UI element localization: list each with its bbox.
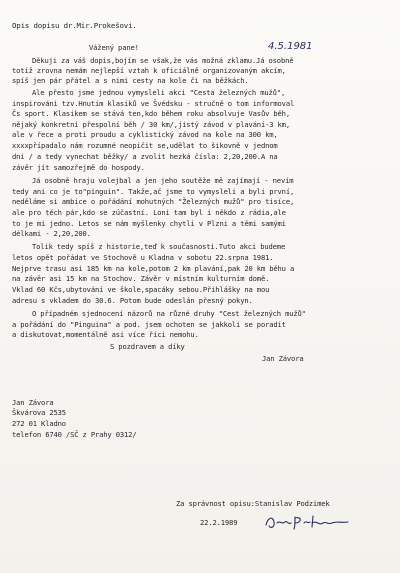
- body-line: na závěr asi 15 km na Stochov. Závěr v místním kulturním domě.: [12, 274, 270, 283]
- certification-date: 22.2.1989: [200, 518, 238, 527]
- body-line: Já osobně hraju volejbal a jen jeho soutěže mě zajímají - nevím: [32, 176, 294, 185]
- signature-name: Jan Závora: [262, 354, 304, 363]
- body-line: adresu s vkladem do 30.6. Potom bude odeslán přesný pokyn.: [12, 296, 253, 305]
- body-line: Vklad 60 Kčs,ubytování ve škole,spacáky sebou.Přihlášky na mou: [12, 285, 270, 294]
- handwritten-signature: [262, 511, 354, 533]
- body-line: xxxxpřípadalo nám rozumné neopičit se,udělat to šikovně v jednom: [12, 141, 278, 150]
- letter-heading: Opis dopisu dr.Mir.Prokešovi.: [12, 21, 137, 30]
- body-line: tedy ani co je to"pinguin". Takže,ač jsme to vymysleli a byli první,: [12, 187, 295, 196]
- body-line: Nejprve trasu asi 185 km na kole,potom 2 km plavání,pak 20 km běhu a: [12, 264, 295, 273]
- body-line: neděláme si ambice o pořádání mohutných "Železných mužů" pro tisíce,: [12, 197, 295, 206]
- body-line: inspirováni tzv.Hnutím klasiků ve Švédsku - stručně o tom informoval: [12, 99, 295, 108]
- address-name: Jan Závora: [12, 398, 54, 407]
- body-line: nějaký konkretní přespolní běh / 30 km/,jistý závod v plavání-3 km,: [12, 120, 290, 129]
- body-line: to je mi jedno. Letos se nám myšlenky chytli v Plzni a těmi samými: [12, 219, 286, 228]
- address-city: 272 01 Kladno: [12, 419, 66, 428]
- body-line: totiž zrovna nemám nejlepší vztah k oficiálně organizovaným akcím,: [12, 66, 286, 75]
- body-line: a pořádání do "Pinguina" a pod. jsem ochoten se jakkoli se poradit: [12, 320, 286, 329]
- body-line: délkami - 2,20,200.: [12, 229, 91, 238]
- body-line: závěr jít samozřejmě do hospody.: [12, 163, 145, 172]
- body-line: ale v řece a proti proudu a cyklistický závod na kole na 300 km,: [12, 130, 278, 139]
- certification-text: Za správnost opisu:Stanislav Podzimek: [176, 499, 330, 508]
- body-line: O případném sjednocení názorů na různé druhy "Cest železných mužů": [32, 309, 306, 318]
- body-line: ale pro těch pár,kdo se zúčastní. Loni tam byl i někdo z rádia,ale: [12, 208, 286, 217]
- body-line: spíš jen pár přátel a s nimi cesty na kole či na běžkách.: [12, 76, 249, 85]
- address-phone: telefon 6740 /SČ z Prahy 0312/: [12, 430, 137, 439]
- body-line: dni / a tedy vynechat běžky/ a zvolit hezká čísla: 2,20,200.A na: [12, 152, 278, 161]
- closing: S pozdravem a díky: [110, 342, 185, 351]
- body-line: Čs sport. Klasikem se stává ten,kdo během roku absolvuje Vasův běh,: [12, 109, 290, 118]
- body-line: letos opět pořádat ve Stochově u Kladna v sobotu 22.srpna 1981.: [12, 253, 274, 262]
- body-line: Děkuji za váš dopis,bojím se však,že vás možná zklamu.Já osobně: [32, 56, 294, 65]
- body-line: Ale přesto jsme jednou vymysleli akci "Cesta železných mužů",: [32, 88, 286, 97]
- salutation: Vážený pane!: [89, 43, 139, 52]
- handwritten-date: 4.5.1981: [268, 41, 313, 52]
- body-line: a diskutovat,momentálně asi více říci nemohu.: [12, 330, 199, 339]
- address-street: Škvárova 2535: [12, 408, 66, 417]
- body-line: Tolik tedy spíš z historie,teď k současnosti.Tuto akci budeme: [32, 242, 286, 251]
